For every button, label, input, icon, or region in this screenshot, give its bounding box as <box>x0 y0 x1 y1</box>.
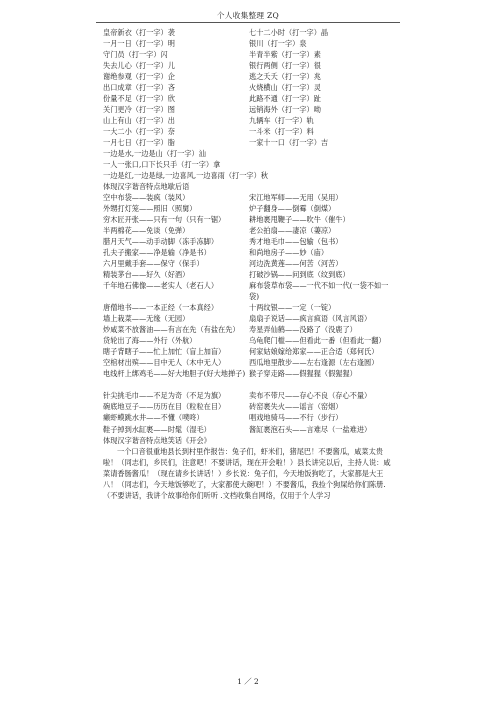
row-right-text: 七十二小时（打一字）晶 <box>249 28 329 37</box>
row-left-text: 针尖挑毛巾——不足为奇（不足为旗） <box>103 391 226 401</box>
row-left-text: 出口成章（打一字）吝 <box>103 83 175 93</box>
single-riddle: 一人一张口,口下长只手（打一字）拿 <box>103 160 221 170</box>
row-left-text: 电线杆上绑鸡毛——好大地胆子(好大地掸子) <box>103 369 246 379</box>
text-row <box>103 269 393 280</box>
row-left-text: 守门员（打一字）闪 <box>103 50 168 60</box>
row-left-text: 鞋子掉到水缸裹——时髦（湿毛） <box>103 424 211 434</box>
text-row <box>103 71 393 82</box>
row-right-text: 打破沙锅——问到底（纹到底） <box>249 270 350 280</box>
row-right-text: 扇扇子说话——疯言疯语（风言风语） <box>249 314 372 324</box>
page-header: 个人收集整理 ZQ <box>216 11 280 20</box>
row-right-text: 河边洗黄莲——何苦（河苦） <box>249 259 343 269</box>
row-left-text: 千年地石佛像——老实人（老石人） <box>103 281 219 291</box>
text-row <box>103 412 393 423</box>
row-left-text: 失去儿心（打一字）儿 <box>103 61 175 71</box>
row-right-text: 唱戏地骑马——不行（步行） <box>249 413 343 423</box>
text-row <box>103 104 393 115</box>
text-row <box>103 424 393 435</box>
row-right-text: 远销海外（打一字）呦 <box>249 105 321 115</box>
row-left-text: 精装茅台——好久（好酒） <box>103 270 190 280</box>
row-right-text: 猴子穿走路——假猩猩（假猩猩） <box>249 369 357 379</box>
row-left-text: 货轮出了海——外行（外航） <box>103 336 197 346</box>
row-left-text: 份量不足（打一字）欣 <box>103 94 175 104</box>
text-row <box>103 137 393 148</box>
text-row <box>103 225 393 236</box>
row-left-text: 唐僧地书——一本正经（一本真经） <box>103 303 219 313</box>
row-left-text: 空棺材出殡——目中无人（木中无人） <box>103 358 226 368</box>
page-number: 1 ／ 2 <box>237 677 259 686</box>
row-left-text: 碗底地豆子——历历在目（粒粒在目） <box>103 402 226 412</box>
text-row <box>103 324 393 335</box>
text-row <box>103 38 393 49</box>
row-right-text: 何家姑娘嫁给郑家——正合适（郑何氏） <box>249 347 379 357</box>
text-row <box>103 214 393 225</box>
row-right-text: 一斗米（打一字）料 <box>249 127 314 137</box>
row-right-text: 砖窑裹失火——谣言（窑烟） <box>249 402 343 412</box>
row-left-text: 一大二小（打一字）奈 <box>103 127 175 137</box>
row-right-text: 酱缸裹泡石头——言难尽（一盐难进） <box>249 424 372 434</box>
text-row <box>103 258 393 269</box>
row-right-text: 银行两侧（打一字）很 <box>249 61 321 71</box>
row-right-text: 九辆车（打一字）轨 <box>249 116 314 126</box>
row-left-text: 皇帝新衣（打一字）袭 <box>103 28 175 37</box>
row-left-text: 炒咸菜不放酱油——有言在先（有盐在先） <box>103 325 240 335</box>
row-right-text: 宋江地军师——无用（吴用） <box>249 193 343 203</box>
row-right-text: 西瓜地里散步——左右逢源（左右逢圆） <box>249 358 379 368</box>
row-left-text: 穷木匠开张——只有一句（只有一锯） <box>103 215 226 225</box>
joke-paragraph: 一个口音很重地县长到村里作报告：兔子们，虾米们，猪尾巴！不要酱瓜，咸菜太贵啦！（同志们，乡民们，注意吧！不要讲话，现在开会啦！）县长讲完以后，主持人说：咸菜请香肠酱瓜！（现在请乡长讲话！）乡长说：兔子们，今天地饭狗吃了，大家都是大王八！（同志们，今天地饭够吃了，大家都使大碗吧！）不要酱瓜，我捡个狗屎给你们陈册.（不要讲话，我讲个故事给你们听听 .文档收集自网络，仅用于个人学习 <box>103 446 391 500</box>
row-right-text: 此路不通（打一字）趾 <box>249 94 321 104</box>
text-row <box>103 126 393 137</box>
text-row <box>103 313 393 324</box>
row-right-text: 十两纹银——一定（一锭） <box>249 303 336 313</box>
row-left-text: 六月里戴手套——保守（保手） <box>103 259 204 269</box>
row-left-text: 孔夫子搬家——净是输（净是书） <box>103 248 211 258</box>
row-right-text: 老公拍扇——凄凉（萋凉） <box>249 226 336 236</box>
text-row <box>103 49 393 60</box>
section-title-joke: 体现汉字谐音特点地笑话《开会》 <box>103 435 211 445</box>
row-left-text: 一月七日（打一字）脂 <box>103 138 175 148</box>
row-right-text: 炉子翻身——倒霉（倒煤） <box>249 204 336 214</box>
row-right-text: 寿星弄仙鹤——没路了（没鹿了） <box>249 325 357 335</box>
single-riddle-lines <box>103 148 393 181</box>
row-right-text: 耕地裹甩鞭子——吹牛（催牛） <box>249 215 350 225</box>
row-left-text: 山上有山（打一字）出 <box>103 116 175 126</box>
row-right-text: 银川（打一字）泉 <box>249 39 307 49</box>
row-left-text: 一月一日（打一字）明 <box>103 39 175 49</box>
row-right-text: 火烧横山（打一字）灵 <box>249 83 321 93</box>
text-row <box>103 346 393 357</box>
row-right-text: 逃之夭夭（打一字）兆 <box>249 72 321 82</box>
row-left-text: 瞎子背瞎子——忙上加忙（盲上加盲） <box>103 347 226 357</box>
row-right-text: 麻布袋草布袋——一代不如一代(一袋不如一袋) <box>249 281 389 302</box>
row-left-text: 半两棉花——免谈（免弹） <box>103 226 190 236</box>
text-row <box>103 247 393 258</box>
row-right-text: 秀才地毛巾——包输（包书） <box>249 237 343 247</box>
single-riddle: 一边是水,一边是山（打一字）汕 <box>103 149 206 159</box>
text-row <box>103 390 393 401</box>
text-row <box>103 93 393 104</box>
text-row <box>103 236 393 247</box>
text-row <box>103 302 393 313</box>
text-row <box>103 60 393 71</box>
row-left-text: 空中布袋——装疯（装风） <box>103 193 190 203</box>
row-left-text: 关门更冷（打一字）图 <box>103 105 175 115</box>
row-right-text: 乌龟爬门槛——但看此一番（但看此一翻） <box>249 336 386 346</box>
row-right-text: 和尚地房子——妙（庙） <box>249 248 329 258</box>
header-divider <box>96 22 400 23</box>
text-row <box>103 280 393 302</box>
xiehouyu-table <box>103 192 393 434</box>
row-left-text: 外甥打灯笼——照旧（照舅） <box>103 204 197 214</box>
row-left-text: 谢绝参观（打一字）企 <box>103 72 175 82</box>
row-left-text: 腊月天气——动手动脚（冻手冻脚） <box>103 237 219 247</box>
row-right-text: 卖布不带尺——存心不良（存心不量） <box>249 391 372 401</box>
text-row <box>103 368 393 390</box>
text-row <box>103 192 393 203</box>
row-left-text: 墙上栽菜——无缘（无园） <box>103 314 190 324</box>
text-row <box>103 203 393 214</box>
riddle-list <box>103 27 393 148</box>
text-row <box>103 335 393 346</box>
text-row <box>103 82 393 93</box>
row-left-text: 癞虾蟆跳水井——不懂（噗咚） <box>103 413 204 423</box>
row-right-text: 一家十一口（打一字）吉 <box>249 138 329 148</box>
row-right-text: 半青半紫（打一字）素 <box>249 50 321 60</box>
text-row <box>103 115 393 126</box>
section-title-xiehouyu: 体现汉字谐音特点地歇后语 <box>103 182 190 192</box>
text-row <box>103 357 393 368</box>
document-body <box>103 27 393 501</box>
single-riddle: 一边是红,一边是绿,一边喜风,一边喜雨（打一字）秋 <box>103 171 268 181</box>
text-row <box>103 401 393 412</box>
text-row <box>103 27 393 38</box>
